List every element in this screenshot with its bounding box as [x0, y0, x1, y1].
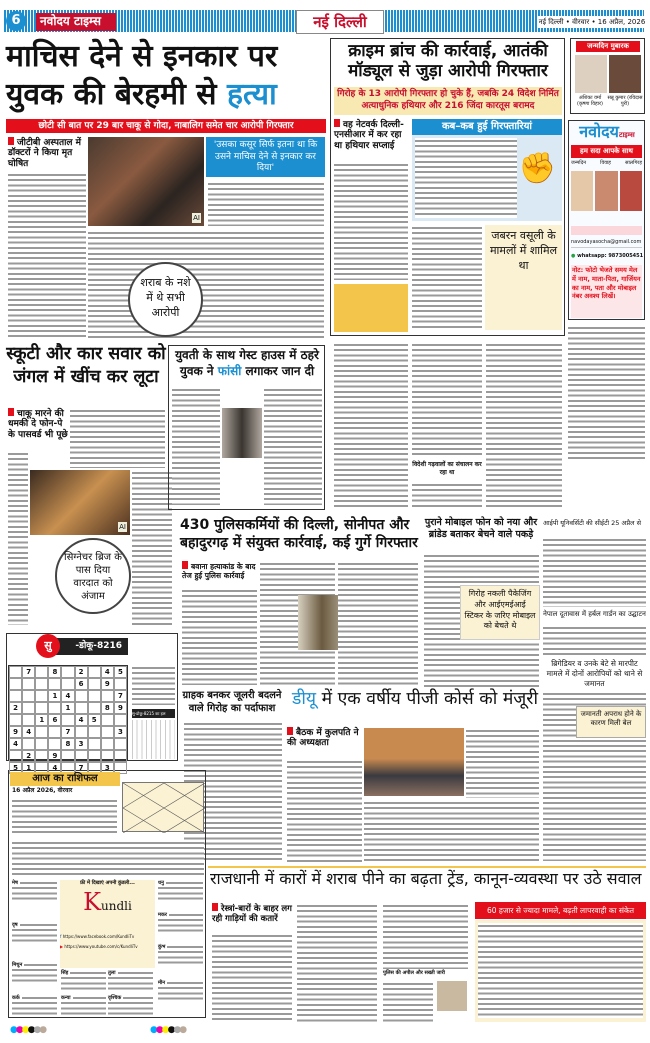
- sudoku-cell[interactable]: 5: [9, 762, 22, 774]
- rashifal-sign-label: धनु: [158, 880, 164, 886]
- sudoku-cell[interactable]: [61, 678, 74, 690]
- bottom-headline: राजधानी में कारों में शराब पीने का बढ़ता ट्रेंड, कानून-व्यवस्था पर उठे सवाल: [210, 869, 642, 888]
- masthead: नवोदय टाइम्स: [36, 13, 116, 31]
- rashifal-sign-11: [158, 980, 203, 1002]
- police-subhead: बवाना हत्याकांड के बाद तेज हुई पुलिस कार्रवाई: [182, 561, 257, 585]
- scooty-photo: [30, 470, 130, 535]
- birthday-name-1: अंशिका वर्मा (कृष्णा विहार): [577, 95, 603, 107]
- sudoku-cell[interactable]: [35, 666, 48, 678]
- sudoku-cell[interactable]: [88, 678, 101, 690]
- sudoku-cell[interactable]: [101, 714, 114, 726]
- facebook-icon: f: [60, 934, 62, 939]
- lead-headline-line2: युवक की बेरहमी से: [6, 76, 228, 112]
- sudoku-cell[interactable]: [75, 726, 88, 738]
- promo-note: नोट: फोटो भेजते समय मेल में नाम, माता-पिता, गार्जियन का नाम, पता और मोबाइल नंबर अवश्य लिखें।: [571, 265, 642, 318]
- rashifal-sign-5: [61, 995, 106, 1017]
- sudoku-cell[interactable]: [88, 666, 101, 678]
- sudoku-cell[interactable]: [35, 678, 48, 690]
- rashifal-sign-3: [12, 995, 57, 1017]
- sudoku-cell[interactable]: 4: [101, 666, 114, 678]
- birthday-name-2: सन्नू कुमार (रविदास पुरी): [607, 95, 643, 107]
- sudoku-cell[interactable]: [88, 750, 101, 762]
- du-body-text-3: [466, 728, 539, 798]
- du-subhead: बैठक में कुलपति ने की अध्यक्षता: [287, 727, 362, 755]
- bottom-small-head: पुलिस की अपील और सख्ती जारी: [383, 970, 445, 976]
- birthday-photo-1: [575, 55, 607, 93]
- sudoku-cell[interactable]: 7: [61, 726, 74, 738]
- sudoku-cell[interactable]: 2: [75, 666, 88, 678]
- crime-continued-text-4: [486, 342, 562, 507]
- sudoku-cell[interactable]: [22, 738, 35, 750]
- lead-headline: [6, 38, 326, 118]
- bottom-body-text-4: [383, 981, 433, 1022]
- sudoku-cell[interactable]: [61, 666, 74, 678]
- scooty-headline: स्कूटी और कार सवार को जंगल में खींच कर लूटा: [6, 344, 166, 387]
- sudoku-cell[interactable]: [35, 738, 48, 750]
- police-body-text-3: [338, 561, 418, 685]
- mobile-pull-quote: गिरोह नकली पैकेजिंग और आईएमईआई स्टिकर के जरिए मोबाइल को बेचते थे: [460, 585, 540, 640]
- crime-illustration: [334, 284, 408, 332]
- bottom-red-box-title: 60 हजार से ज्यादा मामले, बढ़ती लापरवाही का संकेत: [475, 902, 646, 919]
- sudoku-cell[interactable]: [35, 750, 48, 762]
- nepal-body-text: [543, 625, 646, 655]
- right-column-text: [568, 325, 645, 460]
- sudoku-cell[interactable]: [75, 702, 88, 714]
- rashifal-sign-0: [12, 880, 57, 902]
- ai-label: AI: [193, 214, 200, 222]
- du-meeting-photo: [364, 728, 464, 796]
- sudoku-cell[interactable]: [35, 690, 48, 702]
- sudoku-cell[interactable]: 5: [114, 666, 127, 678]
- sudoku-cell[interactable]: [101, 726, 114, 738]
- rashifal-sign-10: [158, 944, 203, 966]
- lead-body-text-2: [88, 230, 324, 338]
- sudoku-cell[interactable]: [48, 738, 61, 750]
- youtube-icon: ▶: [60, 944, 64, 949]
- sudoku-cell[interactable]: 9: [48, 750, 61, 762]
- sudoku-cell[interactable]: [9, 666, 22, 678]
- sudoku-cell[interactable]: [9, 750, 22, 762]
- section-title: नई दिल्ली: [296, 10, 384, 34]
- sudoku-cell[interactable]: [61, 750, 74, 762]
- sudoku-cell[interactable]: 9: [101, 678, 114, 690]
- sudoku-cell[interactable]: 6: [48, 714, 61, 726]
- mobile-headline: पुराने मोबाइल फोन को नया और ब्रांडेड बताकर बेचने वाले पकड़े: [424, 517, 538, 541]
- crime-body-text-2: [412, 225, 482, 330]
- arrests-box: [412, 135, 562, 221]
- bottom-body-text-2: [297, 903, 377, 1022]
- nepal-headline: नेपाल दूतावास में हर्बल गार्डन का उद्घाटन: [543, 610, 646, 618]
- sudoku-cell[interactable]: [88, 726, 101, 738]
- crime-body-text: [334, 162, 408, 280]
- sudoku-cell[interactable]: [114, 738, 127, 750]
- kundli-ad: [60, 880, 155, 968]
- police-officer-photo: [437, 981, 467, 1011]
- kundli-caption: फ्री में दिखाएं अपनी कुंडली...: [80, 880, 135, 886]
- sudoku-answer-grid: [132, 720, 175, 759]
- crime-continued-text: [334, 342, 408, 507]
- rashifal-sign-2: [12, 962, 57, 984]
- sudoku-cell[interactable]: 4: [22, 726, 35, 738]
- sudoku-cell[interactable]: 4: [48, 762, 61, 774]
- rashifal-sign-label: वृष: [12, 922, 18, 928]
- rashifal-sign-8: [158, 880, 203, 902]
- sudoku-cell[interactable]: [75, 750, 88, 762]
- sudoku-cell[interactable]: [22, 690, 35, 702]
- sudoku-cell[interactable]: [22, 714, 35, 726]
- sudoku-cell[interactable]: [88, 702, 101, 714]
- sudoku-cell[interactable]: 2: [9, 702, 22, 714]
- sudoku-cell[interactable]: [101, 690, 114, 702]
- youtube-link[interactable]: ▶ https://www.youtube.com/c/KundliTv: [60, 944, 138, 949]
- promo-email[interactable]: navodayasocha@gmail.com: [571, 239, 642, 248]
- rashifal-sign-9: [158, 912, 203, 934]
- sudoku-cell[interactable]: 9: [114, 702, 127, 714]
- sudoku-cell[interactable]: [61, 714, 74, 726]
- sudoku-answer-title: सु-डोकू-8215 का हल: [132, 709, 175, 718]
- sudoku-cell[interactable]: 7: [75, 762, 88, 774]
- guest-photo: [222, 408, 262, 458]
- brig-pull-quote: जमानती अपराध होने के कारण मिली बेल: [576, 706, 646, 738]
- sudoku-title: -डोकू-8216: [40, 638, 128, 655]
- bottom-body-text: [212, 933, 292, 1022]
- lead-quote-text: [208, 181, 324, 226]
- sudoku-logo: सु: [36, 634, 60, 658]
- sudoku-cell[interactable]: 1: [22, 762, 35, 774]
- scooty-pull-quote: सिग्नेचर ब्रिज के पास दिया वारदात को अंजाम: [55, 538, 131, 614]
- bottom-red-box: [475, 920, 646, 1022]
- scooty-body-text-2: [70, 408, 165, 468]
- brig-headline: ब्रिगेडियर व उनके बेटे से मारपीट मामले में दोनों आरोपियों को थाने से जमानत: [546, 659, 643, 688]
- sudoku-cell[interactable]: 3: [114, 726, 127, 738]
- rashifal-sign-6: [108, 970, 153, 992]
- sudoku-cell[interactable]: 4: [75, 714, 88, 726]
- crime-continued-text-3: [412, 482, 482, 507]
- bottom-subhead: रेस्त्रां-बारों के बाहर लग रही गाड़ियों की कतारें: [212, 903, 292, 930]
- rashifal-panchang: [12, 798, 117, 836]
- sudoku-grid[interactable]: [8, 665, 128, 772]
- crime-headline: क्राइम ब्रांच की कार्रवाई, आतंकी मॉड्यूल से जुड़ा आरोपी गिरफ्तार: [348, 41, 548, 82]
- rashifal-sign-label: मकर: [158, 912, 167, 918]
- crime-small-head: विदेशी गढ़वालों का संचालन कर रहा था: [412, 461, 482, 476]
- sudoku-cell[interactable]: [101, 738, 114, 750]
- promo-tagline: हम सदा आपके साथ: [571, 145, 642, 158]
- sudoku-cell[interactable]: [9, 678, 22, 690]
- lead-pull-quote: शराब के नशे में थे सभी आरोपी: [128, 262, 203, 337]
- sudoku-instructions: [132, 665, 175, 705]
- page-number: 6: [6, 11, 26, 31]
- rashifal-date: 16 अप्रैल 2026, वीरवार: [12, 787, 73, 794]
- sudoku-cell[interactable]: 4: [61, 690, 74, 702]
- sudoku-cell[interactable]: [48, 702, 61, 714]
- whatsapp-icon: ●: [571, 253, 576, 259]
- sudoku-cell[interactable]: 6: [75, 678, 88, 690]
- sudoku-cell[interactable]: [35, 702, 48, 714]
- guest-body-text-2: [264, 387, 322, 505]
- rashifal-sign-label: सिंह: [61, 970, 69, 976]
- lead-quote: 'उसका कसूर सिर्फ इतना था कि उसने माचिस देने से इनकार कर दिया': [206, 137, 325, 177]
- crime-continued-text-2: [412, 342, 482, 458]
- sudoku-cell[interactable]: [114, 750, 127, 762]
- lead-photo: [88, 137, 204, 226]
- rashifal-sign-label: कन्या: [61, 995, 71, 1001]
- crime-subhead: वह नेटवर्क दिल्ली-एनसीआर में कर रहा था हथियार सप्लाई: [334, 119, 408, 159]
- promo-whatsapp[interactable]: ● whatsapp: 9873005451: [571, 253, 644, 259]
- rashifal-sign-4: [61, 970, 106, 992]
- sudoku-cell[interactable]: 1: [35, 714, 48, 726]
- sudoku-cell[interactable]: 3: [75, 738, 88, 750]
- sudoku-cell[interactable]: 3: [101, 762, 114, 774]
- color-registration-right: ●●●●●●: [150, 1025, 186, 1035]
- rashifal-sign-label: कर्क: [12, 995, 20, 1001]
- sudoku-cell[interactable]: 2: [22, 750, 35, 762]
- sudoku-cell[interactable]: 5: [88, 714, 101, 726]
- lead-body-text: [8, 172, 86, 338]
- lead-headline-line1: माचिस देने से इनकार पर: [6, 39, 278, 74]
- dateline: नई दिल्ली • वीरवार • 16 अप्रैल, 2026: [538, 18, 646, 26]
- sudoku-cell[interactable]: [48, 726, 61, 738]
- bottom-body-text-3: [383, 903, 468, 969]
- promo-tags: जन्मदिन विवाह सालगिरह: [571, 160, 642, 166]
- kundli-logo: Kundli: [83, 888, 132, 916]
- rashifal-sign-label: मिथुन: [12, 962, 23, 968]
- birthday-photo-2: [609, 55, 641, 93]
- promo-photos: [571, 171, 642, 211]
- rashifal-intro: [12, 840, 204, 875]
- sudoku-cell[interactable]: 4: [9, 738, 22, 750]
- guest-house-headline: युवती के साथ गेस्ट हाउस में ठहरे युवक ने फांसी लगाकर जान दी: [175, 348, 319, 378]
- promo-photo-note: [571, 226, 642, 235]
- sudoku-cell[interactable]: 8: [61, 738, 74, 750]
- sudoku-cell[interactable]: [9, 714, 22, 726]
- sudoku-cell[interactable]: [22, 702, 35, 714]
- ipu-body-text: [543, 537, 646, 607]
- sudoku-cell[interactable]: [101, 750, 114, 762]
- police-body-text: [182, 588, 257, 685]
- rashifal-sign-label: तुला: [108, 970, 116, 976]
- sudoku-cell[interactable]: [48, 678, 61, 690]
- kundli-chart: [122, 782, 204, 832]
- jeweller-headline: ग्राहक बनकर जूलरी बदलने वाले गिरोह का पर्दाफाश: [182, 690, 282, 714]
- birthday-title: जन्मदिन मुबारक: [576, 41, 640, 52]
- ipu-headline: आईपी यूनिवर्सिटी की सीईटी 25 अप्रैल से: [543, 519, 641, 527]
- sudoku-cell[interactable]: [88, 690, 101, 702]
- promo-brand: नवोदयटाइम्स: [579, 122, 635, 141]
- ai-label: AI: [119, 523, 126, 531]
- sudoku-cell[interactable]: 1: [61, 702, 74, 714]
- sudoku-cell[interactable]: [88, 738, 101, 750]
- sudoku-cell[interactable]: 8: [101, 702, 114, 714]
- scooty-subhead: चाकू मारने की धमकी दे फोन-पे के पासवर्ड भी पूछे: [8, 408, 68, 448]
- handcuffs-icon: ✊: [518, 151, 556, 186]
- sudoku-cell[interactable]: [22, 678, 35, 690]
- color-registration-left: ●●●●●●: [10, 1025, 46, 1035]
- rashifal-sign-1: [12, 922, 57, 944]
- scooty-body-text-3: [132, 470, 172, 625]
- sudoku-cell[interactable]: [9, 690, 22, 702]
- sudoku-cell[interactable]: [75, 690, 88, 702]
- rashifal-sign-label: मेष: [12, 880, 18, 886]
- sudoku-cell[interactable]: [35, 726, 48, 738]
- sudoku-cell[interactable]: 8: [48, 666, 61, 678]
- police-headline: 430 पुलिसकर्मियों की दिल्ली, सोनीपत और बहादुरगढ़ में संयुक्त कार्रवाई, कई गुर्गे गिरफ्तार: [180, 517, 418, 552]
- extortion-sidebar: जबरन वसूली के मामलों में शामिल था: [485, 225, 562, 330]
- scooty-body-text: [8, 451, 28, 625]
- lead-strap: छोटी सी बात पर 29 बार चाकू से गोदा, नाबालिग समेत चार आरोपी गिरफ्तार: [6, 119, 326, 133]
- facebook-link[interactable]: f https://www.facebook.com/KundliTv: [60, 934, 135, 939]
- rashifal-sign-label: मीन: [158, 980, 166, 986]
- sudoku-cell[interactable]: [114, 714, 127, 726]
- sudoku-cell[interactable]: 7: [22, 666, 35, 678]
- rashifal-title: आज का राशिफल: [10, 772, 120, 786]
- guest-body-text: [172, 387, 220, 505]
- rashifal-sign-label: कुंभ: [158, 944, 166, 950]
- sudoku-cell[interactable]: [114, 678, 127, 690]
- du-body-text: [287, 759, 362, 862]
- crime-deck: गिरोह के 13 आरोपी गिरफ्तार हो चुके हैं, जबकि 24 विदेश निर्मित अत्याधुनिक हथियार और 216 जिंदा कारतूस बरामद: [334, 87, 562, 115]
- rashifal-sign-label: वृश्चिक: [108, 995, 122, 1001]
- arrests-box-title: कब–कब हुई गिरफ्तारियां: [412, 119, 562, 135]
- du-headline: डीयू में एक वर्षीय पीजी कोर्स को मंजूरी: [291, 689, 538, 709]
- sudoku-cell[interactable]: 1: [48, 690, 61, 702]
- du-body-text-2: [364, 800, 539, 862]
- sudoku-cell[interactable]: 7: [114, 690, 127, 702]
- lead-subhead: जीटीबी अस्पताल में डॉक्टरों ने किया मृत घोषित: [8, 137, 86, 169]
- rashifal-sign-7: [108, 995, 153, 1017]
- lead-headline-highlight: हत्या: [227, 76, 277, 112]
- sudoku-cell[interactable]: 9: [9, 726, 22, 738]
